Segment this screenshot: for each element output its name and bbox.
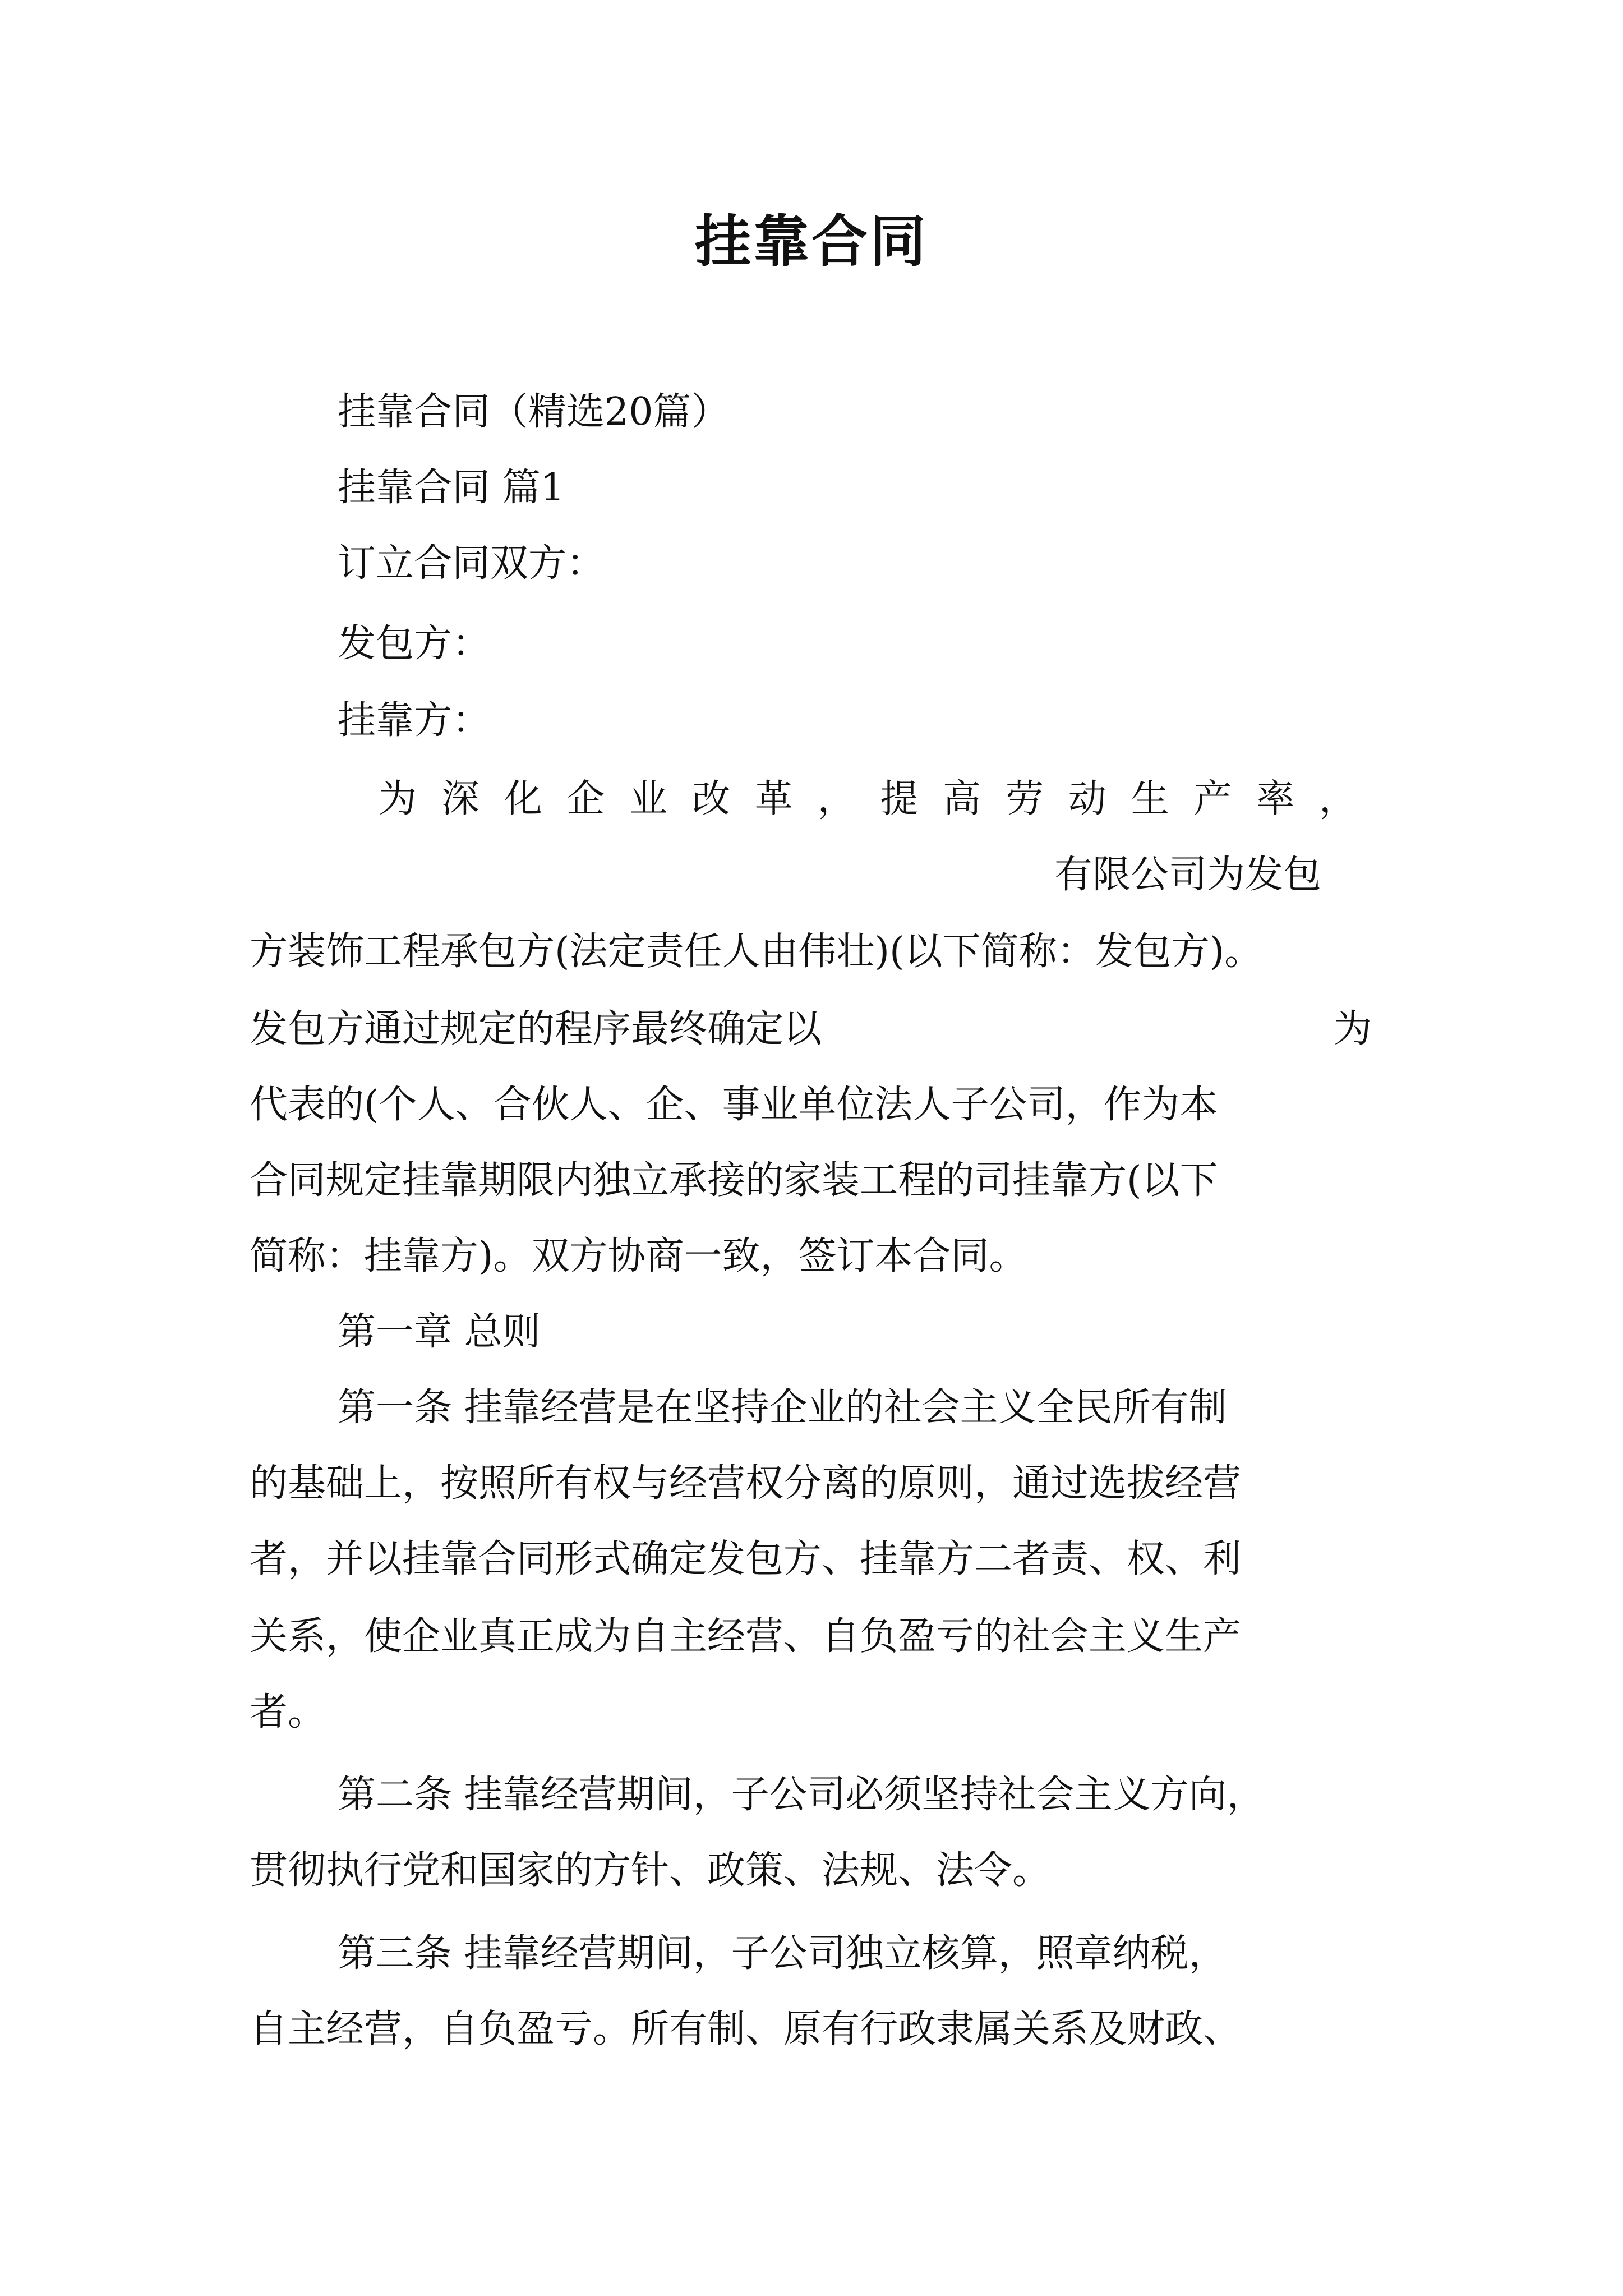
intro-char: 率 xyxy=(1256,777,1295,821)
intro-char: 动 xyxy=(1068,777,1106,821)
intro-char: 改 xyxy=(691,777,730,821)
intro-char: 提 xyxy=(880,777,919,821)
intro-char: 革 xyxy=(754,777,793,821)
intro-char: 产 xyxy=(1193,777,1232,821)
article1-line-3: 者，并以挂靠合同形式确定发包方、挂靠方二者责、权、利 xyxy=(250,1537,1242,1581)
intro-line-2: 有限公司为发包 xyxy=(1054,853,1322,897)
intro-char: 深 xyxy=(441,777,479,821)
intro-char: ， xyxy=(817,777,856,821)
article2-line-1: 第二条 挂靠经营期间，子公司必须坚持社会主义方向， xyxy=(338,1773,1265,1817)
intro-line-4a: 发包方通过规定的程序最终确定以 xyxy=(250,1007,822,1051)
article2-line-2: 贯彻执行党和国家的方针、政策、法规、法令。 xyxy=(250,1848,1051,1893)
article1-line-5: 者。 xyxy=(250,1690,326,1734)
intro-char: 企 xyxy=(566,777,605,821)
affiliate-label: 挂靠方： xyxy=(338,698,491,743)
intro-line-3: 方装饰工程承包方(法定责任人由伟壮)(以下简称：发包方)。 xyxy=(250,930,1263,974)
section-heading: 挂靠合同 篇1 xyxy=(338,466,565,510)
intro-char: 生 xyxy=(1131,777,1169,821)
article3-line-2: 自主经营，自负盈亏。所有制、原有行政隶属关系及财政、 xyxy=(250,2007,1242,2051)
chapter-heading: 第一章 总则 xyxy=(338,1310,541,1354)
intro-char: 为 xyxy=(379,777,417,821)
intro-char: 业 xyxy=(629,777,668,821)
article1-line-2: 的基础上，按照所有权与经营权分离的原则，通过选拔经营 xyxy=(250,1461,1242,1506)
intro-line-5: 代表的(个人、合伙人、企、事业单位法人子公司，作为本 xyxy=(250,1083,1218,1127)
employer-label: 发包方： xyxy=(338,622,491,666)
intro-char: 化 xyxy=(504,777,542,821)
document-title: 挂靠合同 xyxy=(695,208,928,274)
intro-line-6: 合同规定挂靠期限内独立承接的家装工程的司挂靠方(以下 xyxy=(250,1158,1218,1203)
intro-line-1 xyxy=(379,774,1357,825)
intro-line-7: 简称：挂靠方)。双方协商一致，签订本合同。 xyxy=(250,1234,1027,1278)
intro-line-4b: 为 xyxy=(1334,1007,1372,1051)
subtitle: 挂靠合同（精选20篇） xyxy=(338,390,730,434)
parties-label: 订立合同双方： xyxy=(338,541,605,586)
intro-char: 劳 xyxy=(1005,777,1044,821)
article3-line-1: 第三条 挂靠经营期间，子公司独立核算，照章纳税， xyxy=(338,1931,1227,1976)
intro-char: ， xyxy=(1318,777,1357,821)
intro-char: 高 xyxy=(943,777,981,821)
article1-line-1: 第一条 挂靠经营是在坚持企业的社会主义全民所有制 xyxy=(338,1386,1227,1430)
article1-line-4: 关系，使企业真正成为自主经营、自负盈亏的社会主义生产 xyxy=(250,1614,1242,1659)
